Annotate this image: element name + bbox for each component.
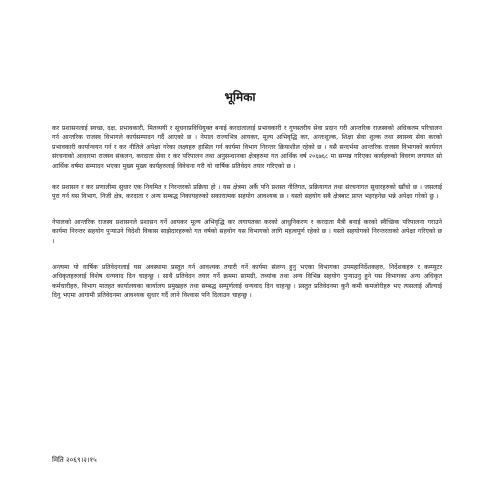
paragraph-partners: नेपालको आन्तरिक राजस्व प्रशासनले प्रशासन गर्ने आयकर मूल्य अभिवृद्धि कर लगायतका करको आधुनिकरण र करदाता मैत्री बनाई करको स्वैच्छिक परिपालना गराउने कार्यमा निरन्तर सहयोग पुऱ्याउने विदेशी विकास साझेदारहरुको गत वर्षको सहयोग यस विभागको लागि महत्वपूर्ण रहेको छ । यस्तो सहयोगको निरन्तरताको अपेक्षा गरिएको छ । <box>52 218 442 245</box>
paragraph-acknowledgement: अन्त्यमा यो वार्षिक प्रतिवेदनलाई यस अवस्थामा प्रस्तुत गर्न आवश्यक तयारी गर्ने कार्यमा संलग्न हुनु भएका विभागका उपमहानिर्देशकहरु, निर्देशकहरु र कम्प्युटर अधिकृतहरुलाई विशेष धन्यवाद दिन चाहन्छु । साथै प्रतिवेदन तयार गर्ने क्रममा सामग्री, तथ्यांक तथा अन्य विभिन्न सहयोग पुऱ्याउनु हुने यस विभागका अन्य अधिकृत कर्मचारीहरु, विभाग मातहत कार्यालयका कार्यालय प्रमुखहरु तथा सम्बद्ध सम्पुर्णलाई धन्यवाद दिन चाहन्छु । प्रस्तुत प्रतिवेदनमा कुनै कमी कमजोरीहरु भए त्यसलाई औंल्याई दिनु भएमा आगामी प्रतिवेदनमा आवश्यक सुधार गर्दै लाने विश्वास पनि दिलाउन चाहन्छु । <box>52 264 442 300</box>
paragraph-reform: कर प्रशासन र कर प्रणालीमा सुधार एक नियमित र निरन्तरको प्रक्रिया हो । यस क्षेत्रमा अर्कै पनि प्रशस्त नीतिगत, प्रक्रियागत तथा संरचनागत सुधारहरुको खाँचो छ । जसलाई पुरा गर्न यस विभाग, निजी क्षेत्र, करदाता र अन्य सम्बद्ध निकायहरुको सकारात्मक सहयोग आवश्यक छ । यस्तो सहयोग सबै क्षेत्रबाट प्राप्त भइरहनेछ भन्ने अपेक्षा गरेको छु । <box>52 184 442 201</box>
document-body <box>52 124 442 312</box>
date-line: मिति २०६९।२।१५ <box>52 456 97 464</box>
paragraph-intro: कर प्रशासनलाई स्वच्छ, दक्ष, प्रभावकारी, मितव्ययी र सूचनाप्रविधियुक्त बनाई करदातालाई प्रभावकारी र गुणस्तरीय सेवा प्रदान गरी आन्तरिक राजस्वको अधिकतम परिचालन गर्न आन्तरिक राजस्व विभागले कार्यसम्पादन गर्दै आएको छ । नेपाल राज्यभित्र आयकर, मूल्य अभिवृद्धि कर, अन्तःशुल्क, शिक्षा सेवा शुल्क तथा स्वास्थ्य सेवा करको प्रभावकारी कार्यान्वयन गर्न र कर नीतिले अपेक्षा गरेका लक्ष्यहरु हासिल गर्न कार्यमा विभाग निरन्तर क्रियाशील रहेको छ । यसै सन्दर्भमा आन्तरिक राजस्व विभागको कार्यगत संरचनाको आधारमा राजस्व संकलन, करदाता सेवा र कर परिपालन तथा अनुसन्धानका क्षेत्रहरुमा गत आर्थिक वर्ष २०६७६८ मा सम्पन्न गरिएका कार्यहरुको विवरण लगायत सो आर्थिक वर्षमा सम्पादन भएका मुख्य मुख्य कार्यहरुलाई विवेचना गरी यो वार्षिक प्रतिवेदन तयार गरिएको छ । <box>52 125 442 170</box>
document-title: भूमिका <box>224 90 256 104</box>
